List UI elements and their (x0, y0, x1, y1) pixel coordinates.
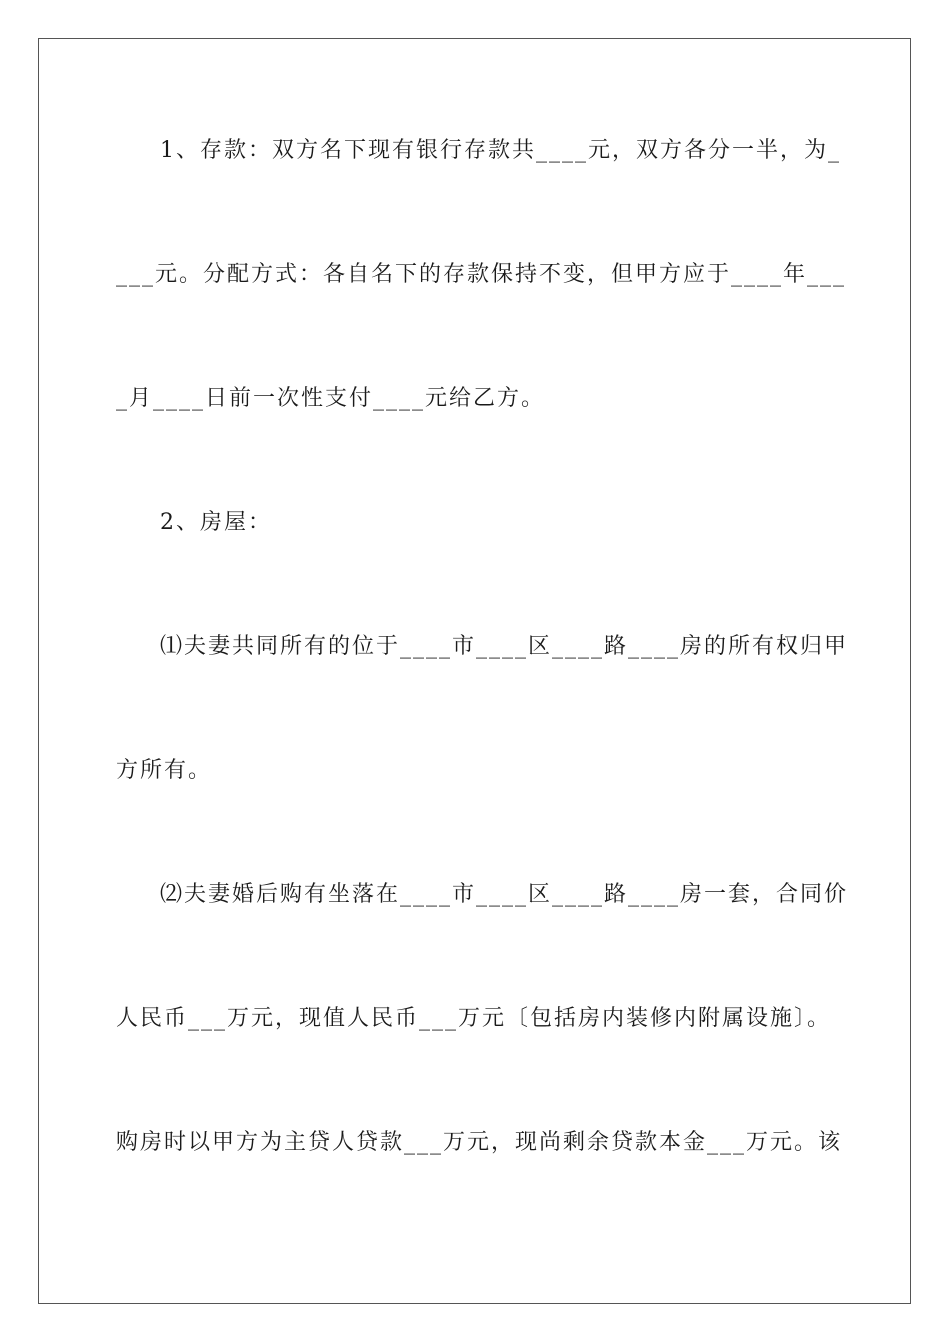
paragraph-deposit-line-3: _月____日前一次性支付____元给乙方。 (116, 386, 546, 411)
paragraph-house-2-line-3: 购房时以甲方为主贷人贷款___万元，现尚剩余贷款本金___万元。该 (116, 1130, 843, 1155)
paragraph-house-1-line-2: 方所有。 (116, 758, 213, 783)
paragraph-deposit-line-2: ___元。分配方式：各自名下的存款保持不变，但甲方应于____年___ (116, 262, 847, 287)
paragraph-house-2-line-1: ⑵夫妻婚后购有坐落在____市____区____路____房一套，合同价 (160, 882, 849, 907)
paragraph-house-1-line-1: ⑴夫妻共同所有的位于____市____区____路____房的所有权归甲 (160, 634, 849, 659)
heading-housing: 2、房屋： (160, 510, 272, 535)
paragraph-house-2-line-2: 人民币___万元，现值人民币___万元〔包括房内装修内附属设施〕。 (116, 1006, 832, 1031)
paragraph-deposit-line-1: 1、存款：双方名下现有银行存款共____元，双方各分一半，为_ (160, 138, 841, 163)
page-border (38, 38, 911, 1304)
